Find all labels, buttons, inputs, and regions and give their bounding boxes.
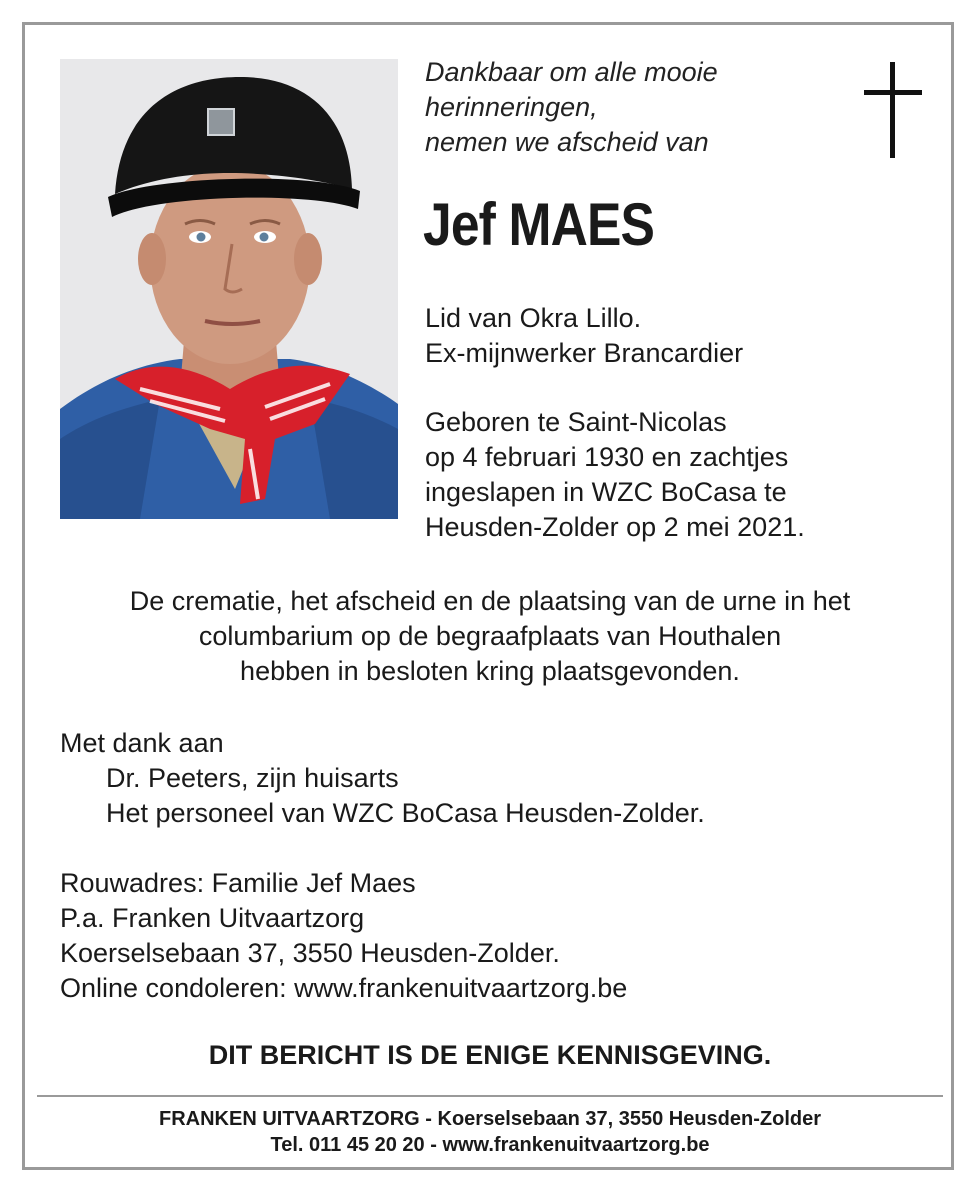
footer (30, 1106, 950, 1158)
address-line: Online condoleren: www.frankenuitvaartzorg.be (60, 973, 628, 1003)
notice-text: DIT BERICHT IS DE ENIGE KENNISGEVING. (208, 1040, 772, 1070)
footer-line: Tel. 011 45 20 20 - www.frankenuitvaartzorg.be (270, 1134, 710, 1156)
about-line: Ex-mijnwerker Brancardier (425, 338, 744, 368)
thanks-section (60, 726, 705, 831)
deceased-name: Jef MAES (423, 191, 655, 258)
intro-line: nemen we afscheid van (425, 127, 709, 157)
birth-line: Heusden-Zolder op 2 mei 2021. (425, 512, 805, 542)
footer-divider (37, 1095, 943, 1097)
ceremony-line: De crematie, het afscheid en de plaatsing van de urne in het (129, 586, 851, 616)
birth-line: ingeslapen in WZC BoCasa te (425, 477, 787, 507)
intro-line: herinneringen, (425, 92, 598, 122)
address-line: P.a. Franken Uitvaartzorg (60, 903, 365, 933)
birth-death-text (425, 405, 805, 545)
portrait-photo (60, 59, 398, 519)
portrait-illustration (60, 59, 398, 519)
footer-line: FRANKEN UITVAARTZORG - Koerselsebaan 37, 3550 Heusden-Zolder (159, 1108, 821, 1130)
about-line: Lid van Okra Lillo. (425, 303, 642, 333)
mourning-address (60, 866, 627, 1006)
thanks-heading: Met dank aan (60, 728, 224, 758)
birth-line: Geboren te Saint-Nicolas (425, 407, 727, 437)
ceremony-text (30, 584, 950, 689)
intro-text (425, 55, 718, 160)
ceremony-line: hebben in besloten kring plaatsgevonden. (240, 656, 740, 686)
ceremony-line: columbarium op de begraafplaats van Houthalen (198, 621, 782, 651)
thanks-item: Dr. Peeters, zijn huisarts (106, 763, 399, 793)
about-text (425, 301, 743, 371)
cross-icon (864, 62, 922, 158)
thanks-item: Het personeel van WZC BoCasa Heusden-Zolder. (106, 798, 705, 828)
birth-line: op 4 februari 1930 en zachtjes (425, 442, 789, 472)
address-line: Rouwadres: Familie Jef Maes (60, 868, 416, 898)
intro-line: Dankbaar om alle mooie (425, 57, 718, 87)
address-line: Koerselsebaan 37, 3550 Heusden-Zolder. (60, 938, 560, 968)
